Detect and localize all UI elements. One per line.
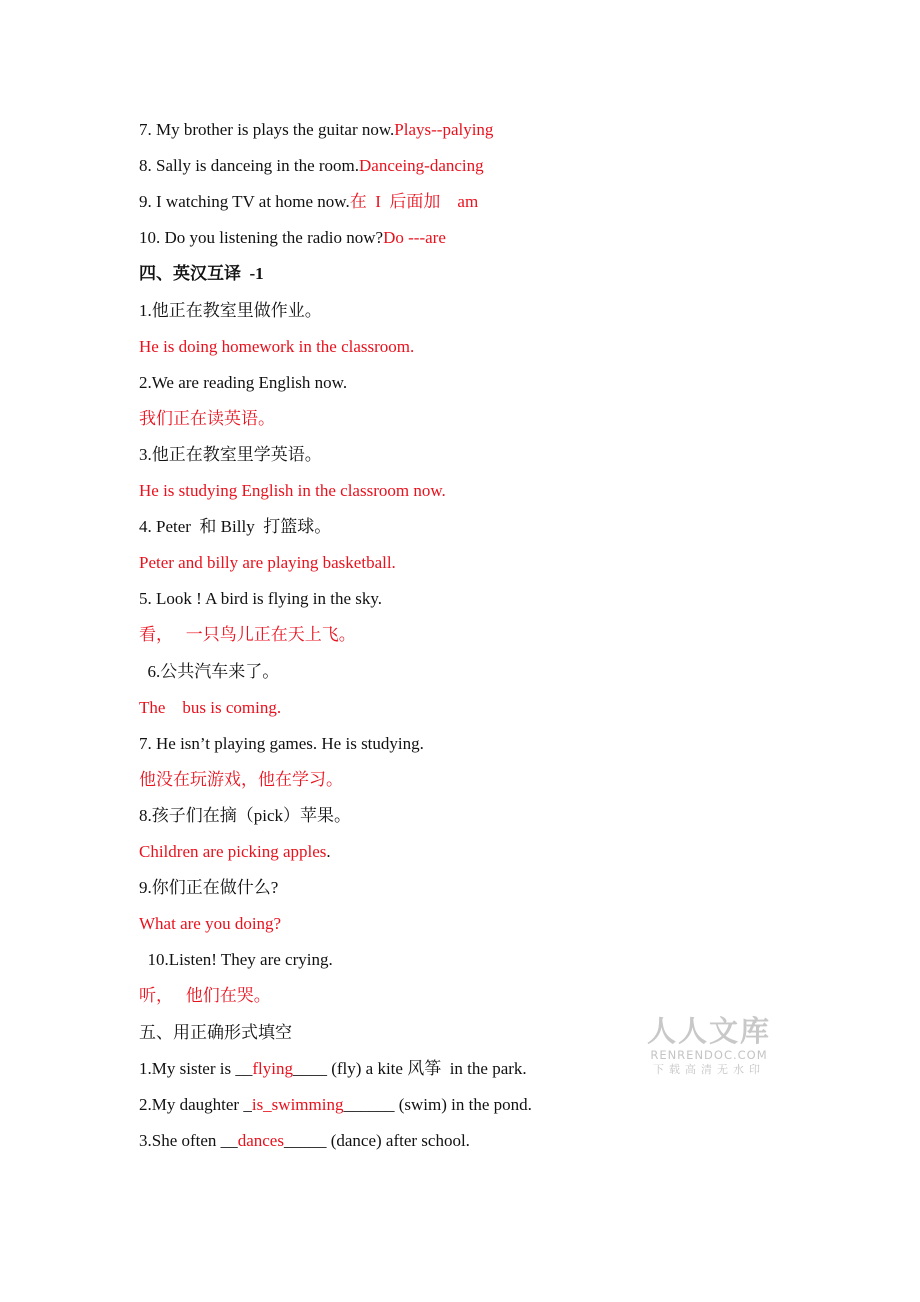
- text-line: [139, 985, 271, 1007]
- answer-text: Peter and billy are playing basketball.: [139, 553, 396, 572]
- question-text: 8.孩子们在摘（pick）苹果。: [139, 806, 352, 825]
- text-line: [139, 191, 478, 213]
- text-line: [139, 1130, 470, 1152]
- question-text: ______ (swim) in the pond.: [343, 1095, 532, 1114]
- question-text: ____ (fly) a kite 风筝 in the park.: [292, 1059, 527, 1078]
- question-text: 2.My daughter _: [139, 1095, 252, 1114]
- text-line: [139, 805, 351, 827]
- text-line: [139, 1058, 527, 1080]
- text-line: [139, 877, 278, 899]
- answer-text: What are you doing?: [139, 914, 282, 933]
- answer-text: dances: [237, 1131, 284, 1150]
- watermark-logo: 人人文库: [646, 1014, 771, 1048]
- question-text: 6.公共汽车来了。: [139, 662, 280, 681]
- text-line: [139, 1094, 532, 1116]
- question-text: 9. I watching TV at home now.: [139, 192, 350, 211]
- answer-text: 他没在玩游戏，他在学习。: [139, 770, 343, 789]
- question-text: 7. My brother is plays the guitar now.: [139, 120, 395, 139]
- text-line: [139, 480, 446, 502]
- answer-text: flying: [252, 1059, 293, 1078]
- text-line: [139, 913, 281, 935]
- text-line: [139, 444, 322, 466]
- section-heading: 四、英汉互译 -1: [139, 264, 264, 283]
- text-line: [139, 372, 347, 394]
- text-line: [139, 624, 356, 646]
- text-line: [139, 733, 424, 755]
- text-line: [139, 1022, 292, 1044]
- text-line: [139, 227, 446, 249]
- text-line: [139, 949, 333, 971]
- question-text: 4. Peter 和 Billy 打篮球。: [139, 517, 332, 536]
- text-line: [139, 119, 493, 141]
- answer-text: He is doing homework in the classroom.: [139, 337, 415, 356]
- text-line: [139, 769, 343, 791]
- question-text: 3.She often __: [139, 1131, 238, 1150]
- text-line: [139, 263, 264, 285]
- question-text: 9.你们正在做什么?: [139, 878, 279, 897]
- text-line: [139, 300, 322, 322]
- answer-text: Do ---are: [383, 228, 446, 247]
- text-line: [139, 697, 281, 719]
- watermark: [646, 1014, 772, 1078]
- watermark-subtitle: 下载高清无水印: [653, 1063, 765, 1076]
- answer-text: Children are picking apples: [139, 842, 327, 861]
- question-text: 1.他正在教室里做作业。: [139, 301, 322, 320]
- text-line: [139, 841, 331, 863]
- text-line: [139, 155, 484, 177]
- answer-text: The bus is coming.: [139, 698, 282, 717]
- question-text: _____ (dance) after school.: [283, 1131, 470, 1150]
- answer-text: 在 I 后面加 am: [349, 192, 479, 211]
- text-line: [139, 408, 275, 430]
- watermark-url: RENRENDOC.COM: [650, 1048, 768, 1062]
- answer-text: is_swimming: [251, 1095, 344, 1114]
- question-text: 2.We are reading English now.: [139, 373, 348, 392]
- text-line: [139, 336, 414, 358]
- text-line: [139, 516, 331, 538]
- question-text: 五、用正确形式填空: [139, 1023, 292, 1042]
- text-line: [139, 552, 396, 574]
- question-text: 10.Listen! They are crying.: [139, 950, 333, 969]
- text-line: [139, 661, 279, 683]
- question-text: 1.My sister is __: [139, 1059, 253, 1078]
- question-text: 7. He isn’t playing games. He is studying.: [139, 734, 424, 753]
- answer-text: 听， 他们在哭。: [139, 986, 271, 1005]
- answer-text: Plays--palying: [394, 120, 494, 139]
- question-text: 8. Sally is danceing in the room.: [139, 156, 360, 175]
- answer-text: He is studying English in the classroom now.: [139, 481, 446, 500]
- question-text: 5. Look ! A bird is flying in the sky.: [139, 589, 383, 608]
- question-text: 10. Do you listening the radio now?: [139, 228, 384, 247]
- question-text: .: [326, 842, 331, 861]
- answer-text: Danceing-dancing: [359, 156, 484, 175]
- question-text: 3.他正在教室里学英语。: [139, 445, 322, 464]
- text-line: [139, 588, 382, 610]
- answer-text: 我们正在读英语。: [139, 409, 275, 428]
- answer-text: 看， 一只鸟儿正在天上飞。: [139, 625, 356, 644]
